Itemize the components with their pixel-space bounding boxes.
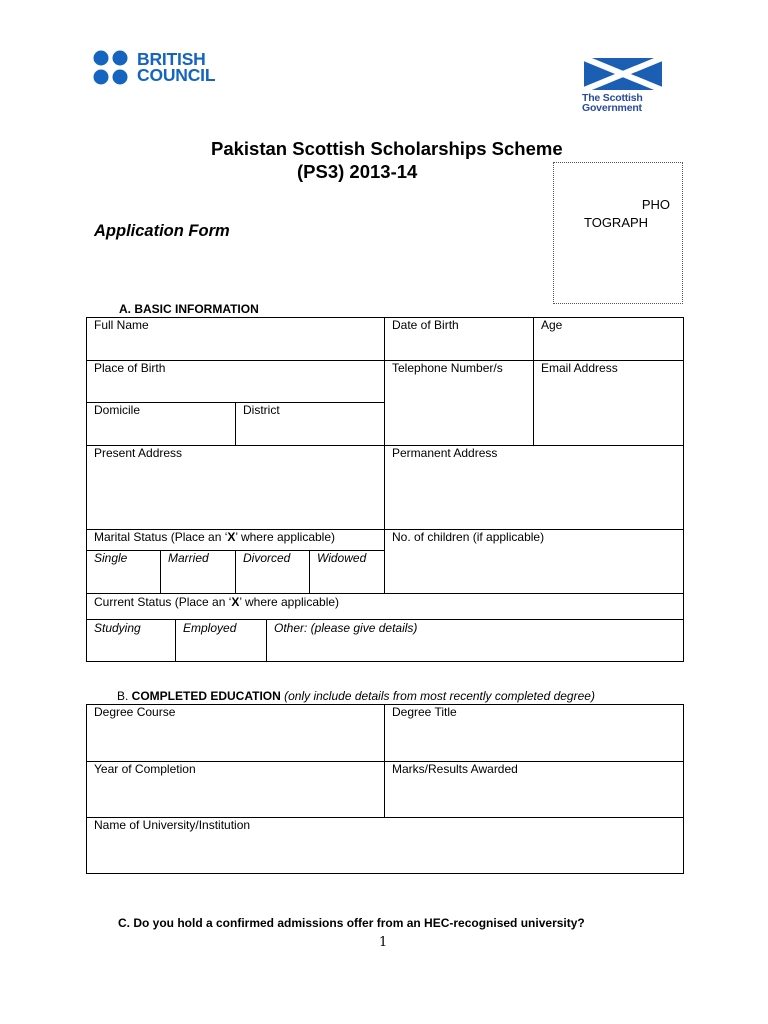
photo-label-1: PHO [641,197,670,212]
university-field[interactable] [86,817,684,874]
marital-status-label [94,530,384,544]
photo-label-2: TOGRAPH [584,215,649,230]
british-council-logo [93,50,233,90]
status-option-studying[interactable] [86,619,176,662]
page-title-line2: (PS3) 2013-14 [297,161,418,182]
age-label: Age [541,318,563,332]
place-of-birth-label: Place of Birth [94,361,166,375]
employed-label: Employed [183,621,237,635]
date-of-birth-field[interactable] [384,317,534,361]
current-prefix: Current Status (Place an ‘ [94,595,232,609]
current-x-mark: X [231,595,240,609]
marital-x-mark: X [227,530,236,544]
domicile-label: Domicile [94,403,141,417]
marks-results-label: Marks/Results Awarded [392,762,518,776]
marital-suffix: ’ where applicable) [235,530,336,544]
british-council-wordmark: BRITISH COUNCIL [137,49,216,85]
section-b-title: COMPLETED EDUCATION [131,689,281,703]
page-number: 1 [379,935,388,950]
married-label: Married [168,551,209,565]
degree-title-field[interactable] [384,704,684,762]
page-title: Pakistan Scottish Scholarships Scheme [211,138,563,159]
marital-prefix: Marital Status (Place an ‘ [94,530,228,544]
place-of-birth-field[interactable] [86,360,385,403]
status-option-employed[interactable] [175,619,267,662]
current-status-label [94,595,683,609]
other-label: Other: (please give details) [274,621,418,635]
permanent-address-label: Permanent Address [392,446,498,460]
saltire-flag-icon [584,58,662,90]
domicile-field[interactable] [86,402,236,446]
full-name-field[interactable] [86,317,385,361]
email-field[interactable] [533,360,684,446]
present-address-label: Present Address [94,446,183,460]
permanent-address-field[interactable] [384,445,684,530]
current-suffix: ’ where applicable) [239,595,340,609]
single-label: Single [94,551,128,565]
scottish-government-wordmark: The Scottish Government [582,92,643,114]
year-of-completion-label: Year of Completion [94,762,196,776]
telephone-field[interactable] [384,360,534,446]
full-name-label: Full Name [94,318,149,332]
degree-course-label: Degree Course [94,705,176,719]
section-c-question: C. Do you hold a confirmed admissions offer from an HEC-recognised university? [118,916,585,930]
children-label: No. of children (if applicable) [392,530,545,544]
year-of-completion-field[interactable] [86,761,385,818]
marks-results-field[interactable] [384,761,684,818]
marital-option-married[interactable] [160,550,236,594]
present-address-field[interactable] [86,445,385,530]
date-of-birth-label: Date of Birth [392,318,459,332]
studying-label: Studying [94,621,141,635]
photograph-box[interactable] [553,162,683,304]
marital-option-divorced[interactable] [235,550,310,594]
marital-option-single[interactable] [86,550,161,594]
status-option-other[interactable] [266,619,684,662]
scottish-government-logo [582,58,666,116]
section-b-heading [117,689,595,703]
district-label: District [243,403,280,417]
current-status-header [86,593,684,620]
section-b-prefix: B. [117,689,132,703]
widowed-label: Widowed [317,551,367,565]
degree-title-label: Degree Title [392,705,457,719]
divorced-label: Divorced [243,551,291,565]
children-field[interactable] [384,529,684,594]
section-a-heading: A. BASIC INFORMATION [119,302,259,316]
district-field[interactable] [235,402,385,446]
email-label: Email Address [541,361,618,375]
british-council-dots-icon [93,50,133,86]
university-label: Name of University/Institution [94,818,251,832]
age-field[interactable] [533,317,684,361]
section-b-note: (only include details from most recently completed degree) [284,689,595,703]
marital-status-header [86,529,385,551]
form-subtitle: Application Form [94,222,230,240]
marital-option-widowed[interactable] [309,550,385,594]
degree-course-field[interactable] [86,704,385,762]
telephone-label: Telephone Number/s [392,361,503,375]
